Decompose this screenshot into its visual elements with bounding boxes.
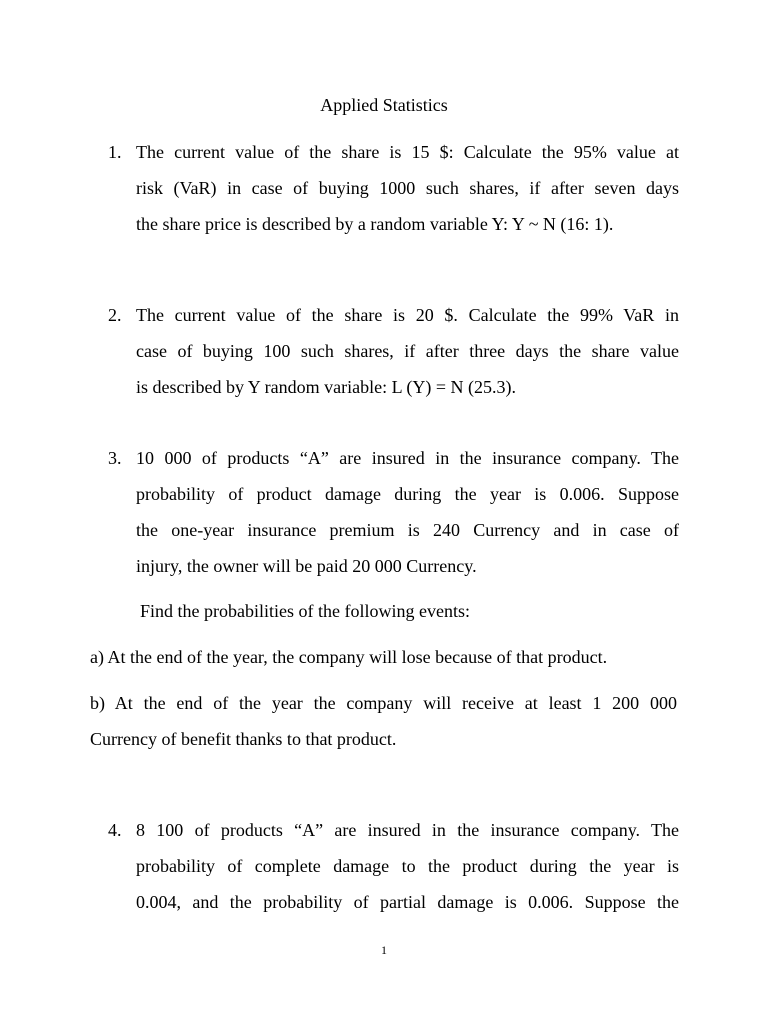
find-intro: Find the probabilities of the following events: xyxy=(140,601,470,621)
question-number: 2. xyxy=(108,305,122,325)
question-text xyxy=(136,134,679,242)
question-text xyxy=(136,297,679,405)
question-line: probability of complete damage to the product during the year is xyxy=(136,856,679,876)
question-line: 0.004, and the probability of partial damage is 0.006. Suppose the xyxy=(136,892,679,912)
question-line: 10 000 of products “A” are insured in the insurance company. The xyxy=(136,448,679,468)
question-line: injury, the owner will be paid 20 000 Currency. xyxy=(136,556,477,576)
question-line: the share price is described by a random variable Y: Y ~ N (16: 1). xyxy=(136,214,614,234)
question-line: is described by Y random variable: L (Y) = N (25.3). xyxy=(136,377,517,397)
question-text xyxy=(136,812,679,920)
sub-question-b xyxy=(90,685,677,757)
question-line: the one-year insurance premium is 240 Currency and in case of xyxy=(136,520,679,540)
question-2 xyxy=(108,297,679,405)
question-line: risk (VaR) in case of buying 1000 such shares, if after seven days xyxy=(136,178,679,198)
sub-question-b-line: Currency of benefit thanks to that product. xyxy=(90,729,397,749)
question-line: The current value of the share is 15 $: Calculate the 95% value at xyxy=(136,142,679,162)
question-line: case of buying 100 such shares, if after three days the share value xyxy=(136,341,679,361)
question-line: probability of product damage during the year is 0.006. Suppose xyxy=(136,484,679,504)
question-4 xyxy=(108,812,679,920)
question-3 xyxy=(108,440,679,584)
question-number: 3. xyxy=(108,448,122,468)
question-number: 4. xyxy=(108,820,122,840)
question-line: The current value of the share is 20 $. Calculate the 99% VaR in xyxy=(136,305,679,325)
question-line: 8 100 of products “A” are insured in the insurance company. The xyxy=(136,820,679,840)
question-text xyxy=(136,440,679,584)
sub-question-b-line: b) At the end of the year the company will receive at least 1 200 000 xyxy=(90,693,677,713)
page-title: Applied Statistics xyxy=(320,95,448,115)
page-number: 1 xyxy=(381,943,387,957)
question-1 xyxy=(108,134,679,242)
sub-question-a: a) At the end of the year, the company will lose because of that product. xyxy=(90,647,608,667)
question-number: 1. xyxy=(108,142,122,162)
